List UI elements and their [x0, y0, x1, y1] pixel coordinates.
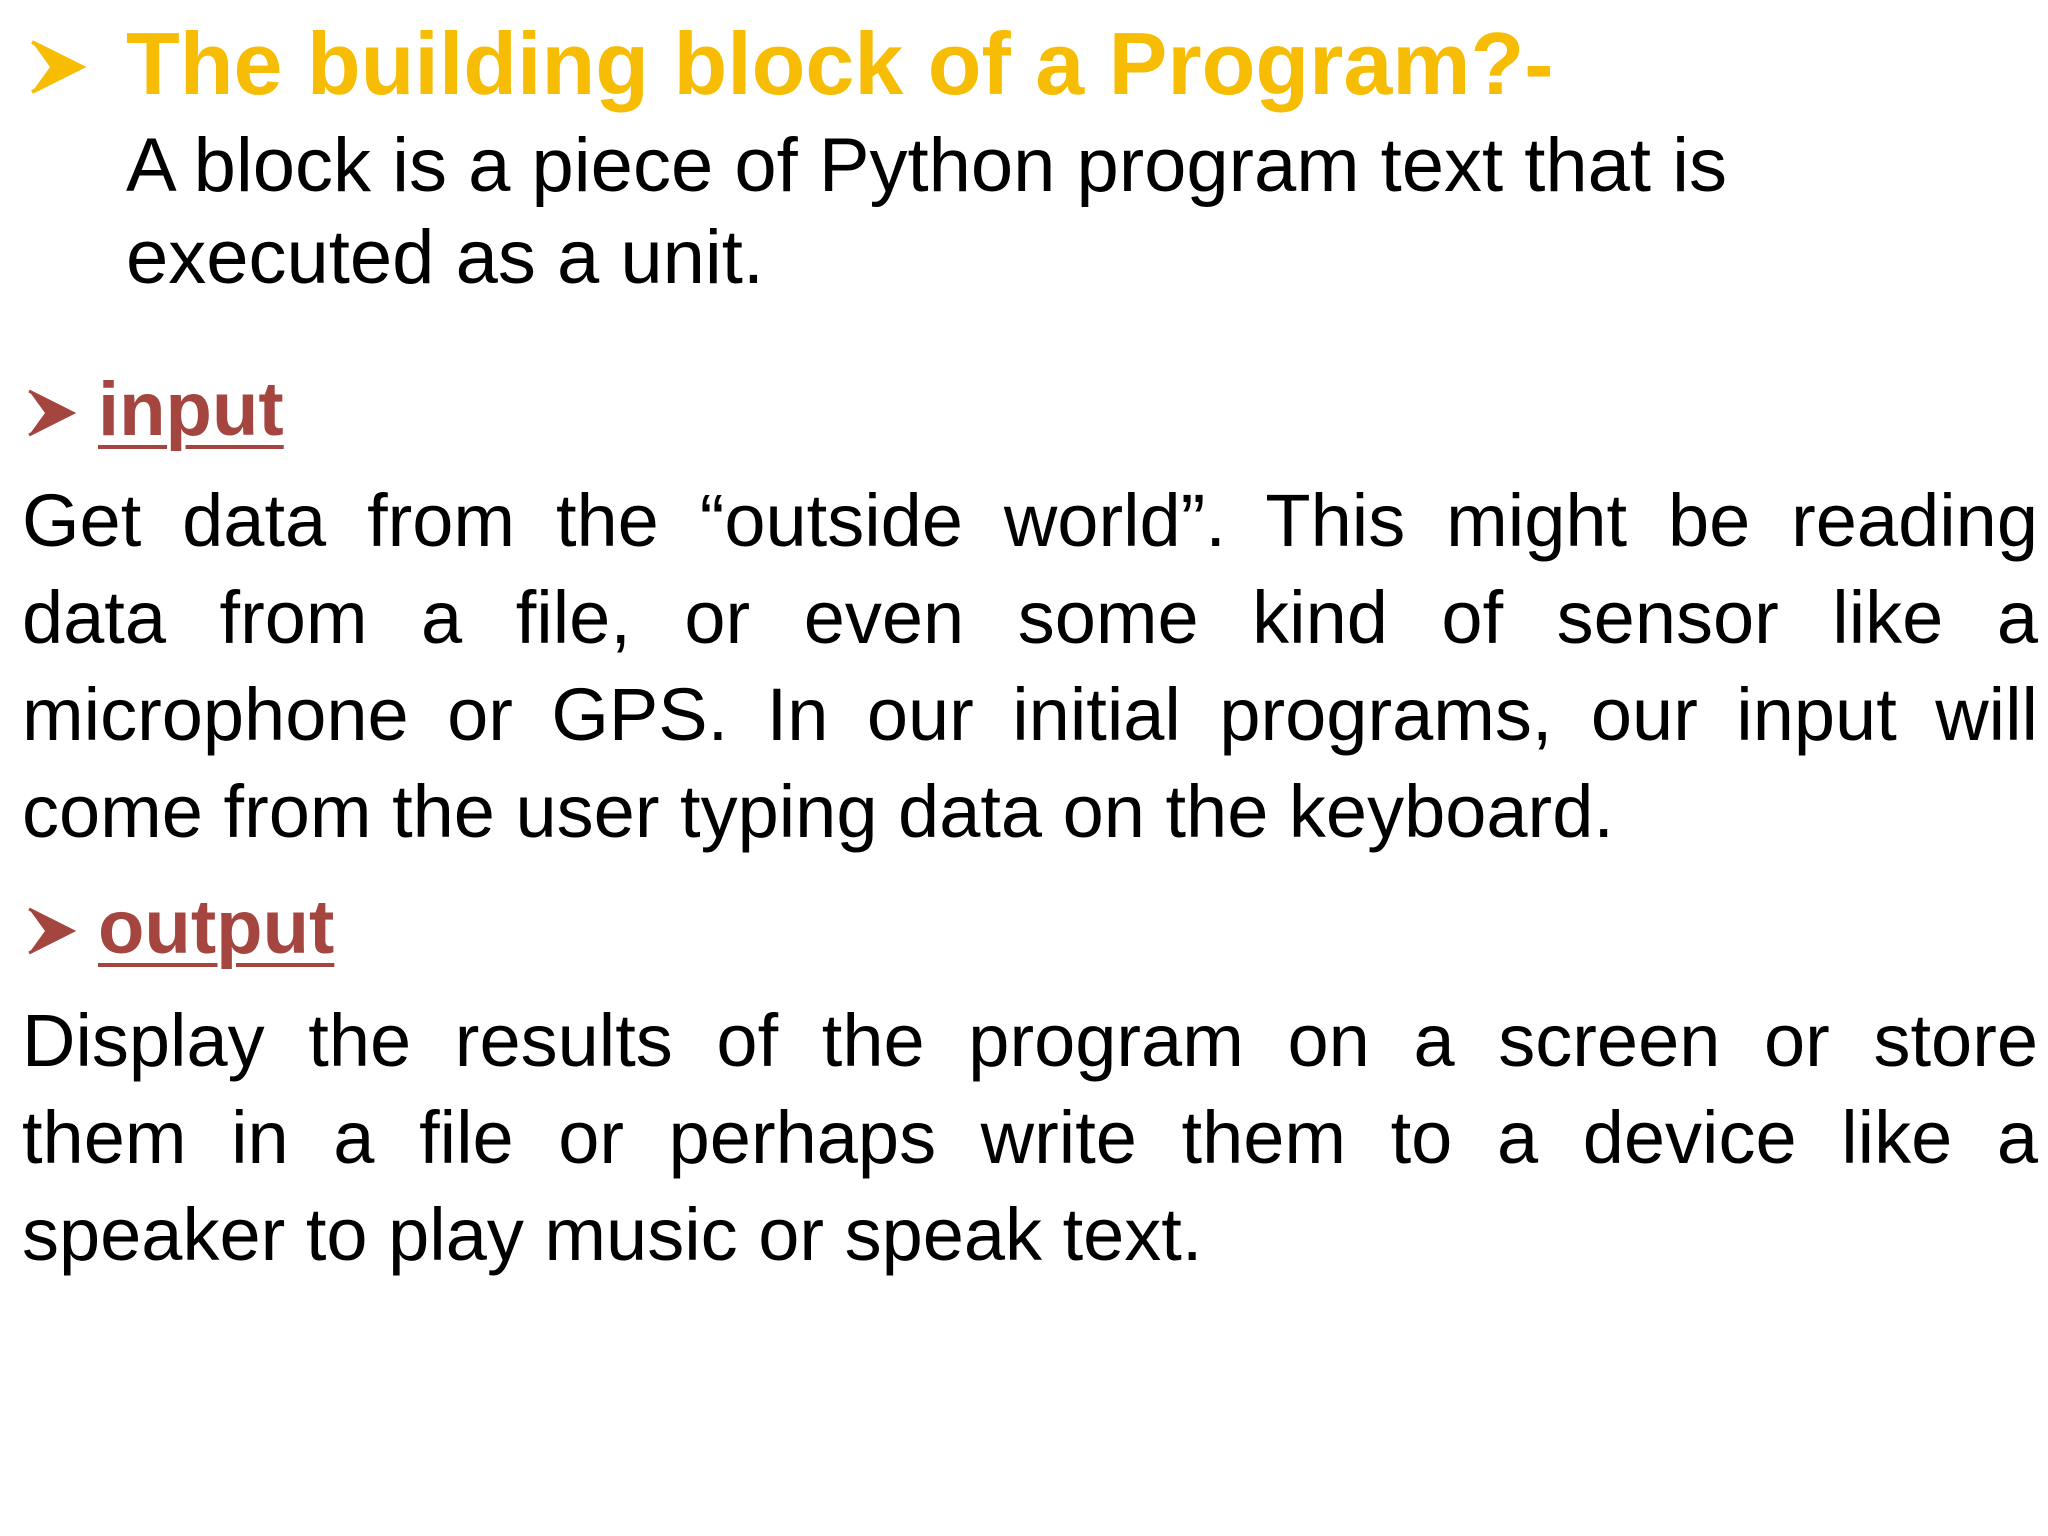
- output-line: them in a file or perhaps write them to a device like a: [22, 1096, 2038, 1179]
- input-line: come from the user typing data on the keyboard.: [22, 770, 1614, 853]
- title-arrow-bullet-icon: [28, 38, 86, 96]
- input-paragraph: [22, 472, 2038, 860]
- output-paragraph: [22, 992, 2038, 1283]
- input-arrow-bullet-icon: [26, 388, 76, 438]
- intro-line: executed as a unit.: [126, 215, 764, 300]
- intro-line: A block is a piece of Python program text that is: [126, 123, 1728, 208]
- output-line: speaker to play music or speak text.: [22, 1193, 1203, 1276]
- input-line: Get data from the “outside world”. This might be reading: [22, 479, 2038, 562]
- input-line: data from a file, or even some kind of sensor like a: [22, 576, 2038, 659]
- section-heading-output[interactable]: output: [98, 885, 335, 970]
- output-arrow-bullet-icon: [26, 906, 76, 956]
- slide-title: The building block of a Program?-: [126, 14, 1554, 113]
- input-line: microphone or GPS. In our initial programs, our input will: [22, 673, 2038, 756]
- section-heading-input[interactable]: input: [98, 367, 284, 452]
- output-line: Display the results of the program on a screen or store: [22, 999, 2038, 1082]
- intro-paragraph: [126, 120, 2006, 304]
